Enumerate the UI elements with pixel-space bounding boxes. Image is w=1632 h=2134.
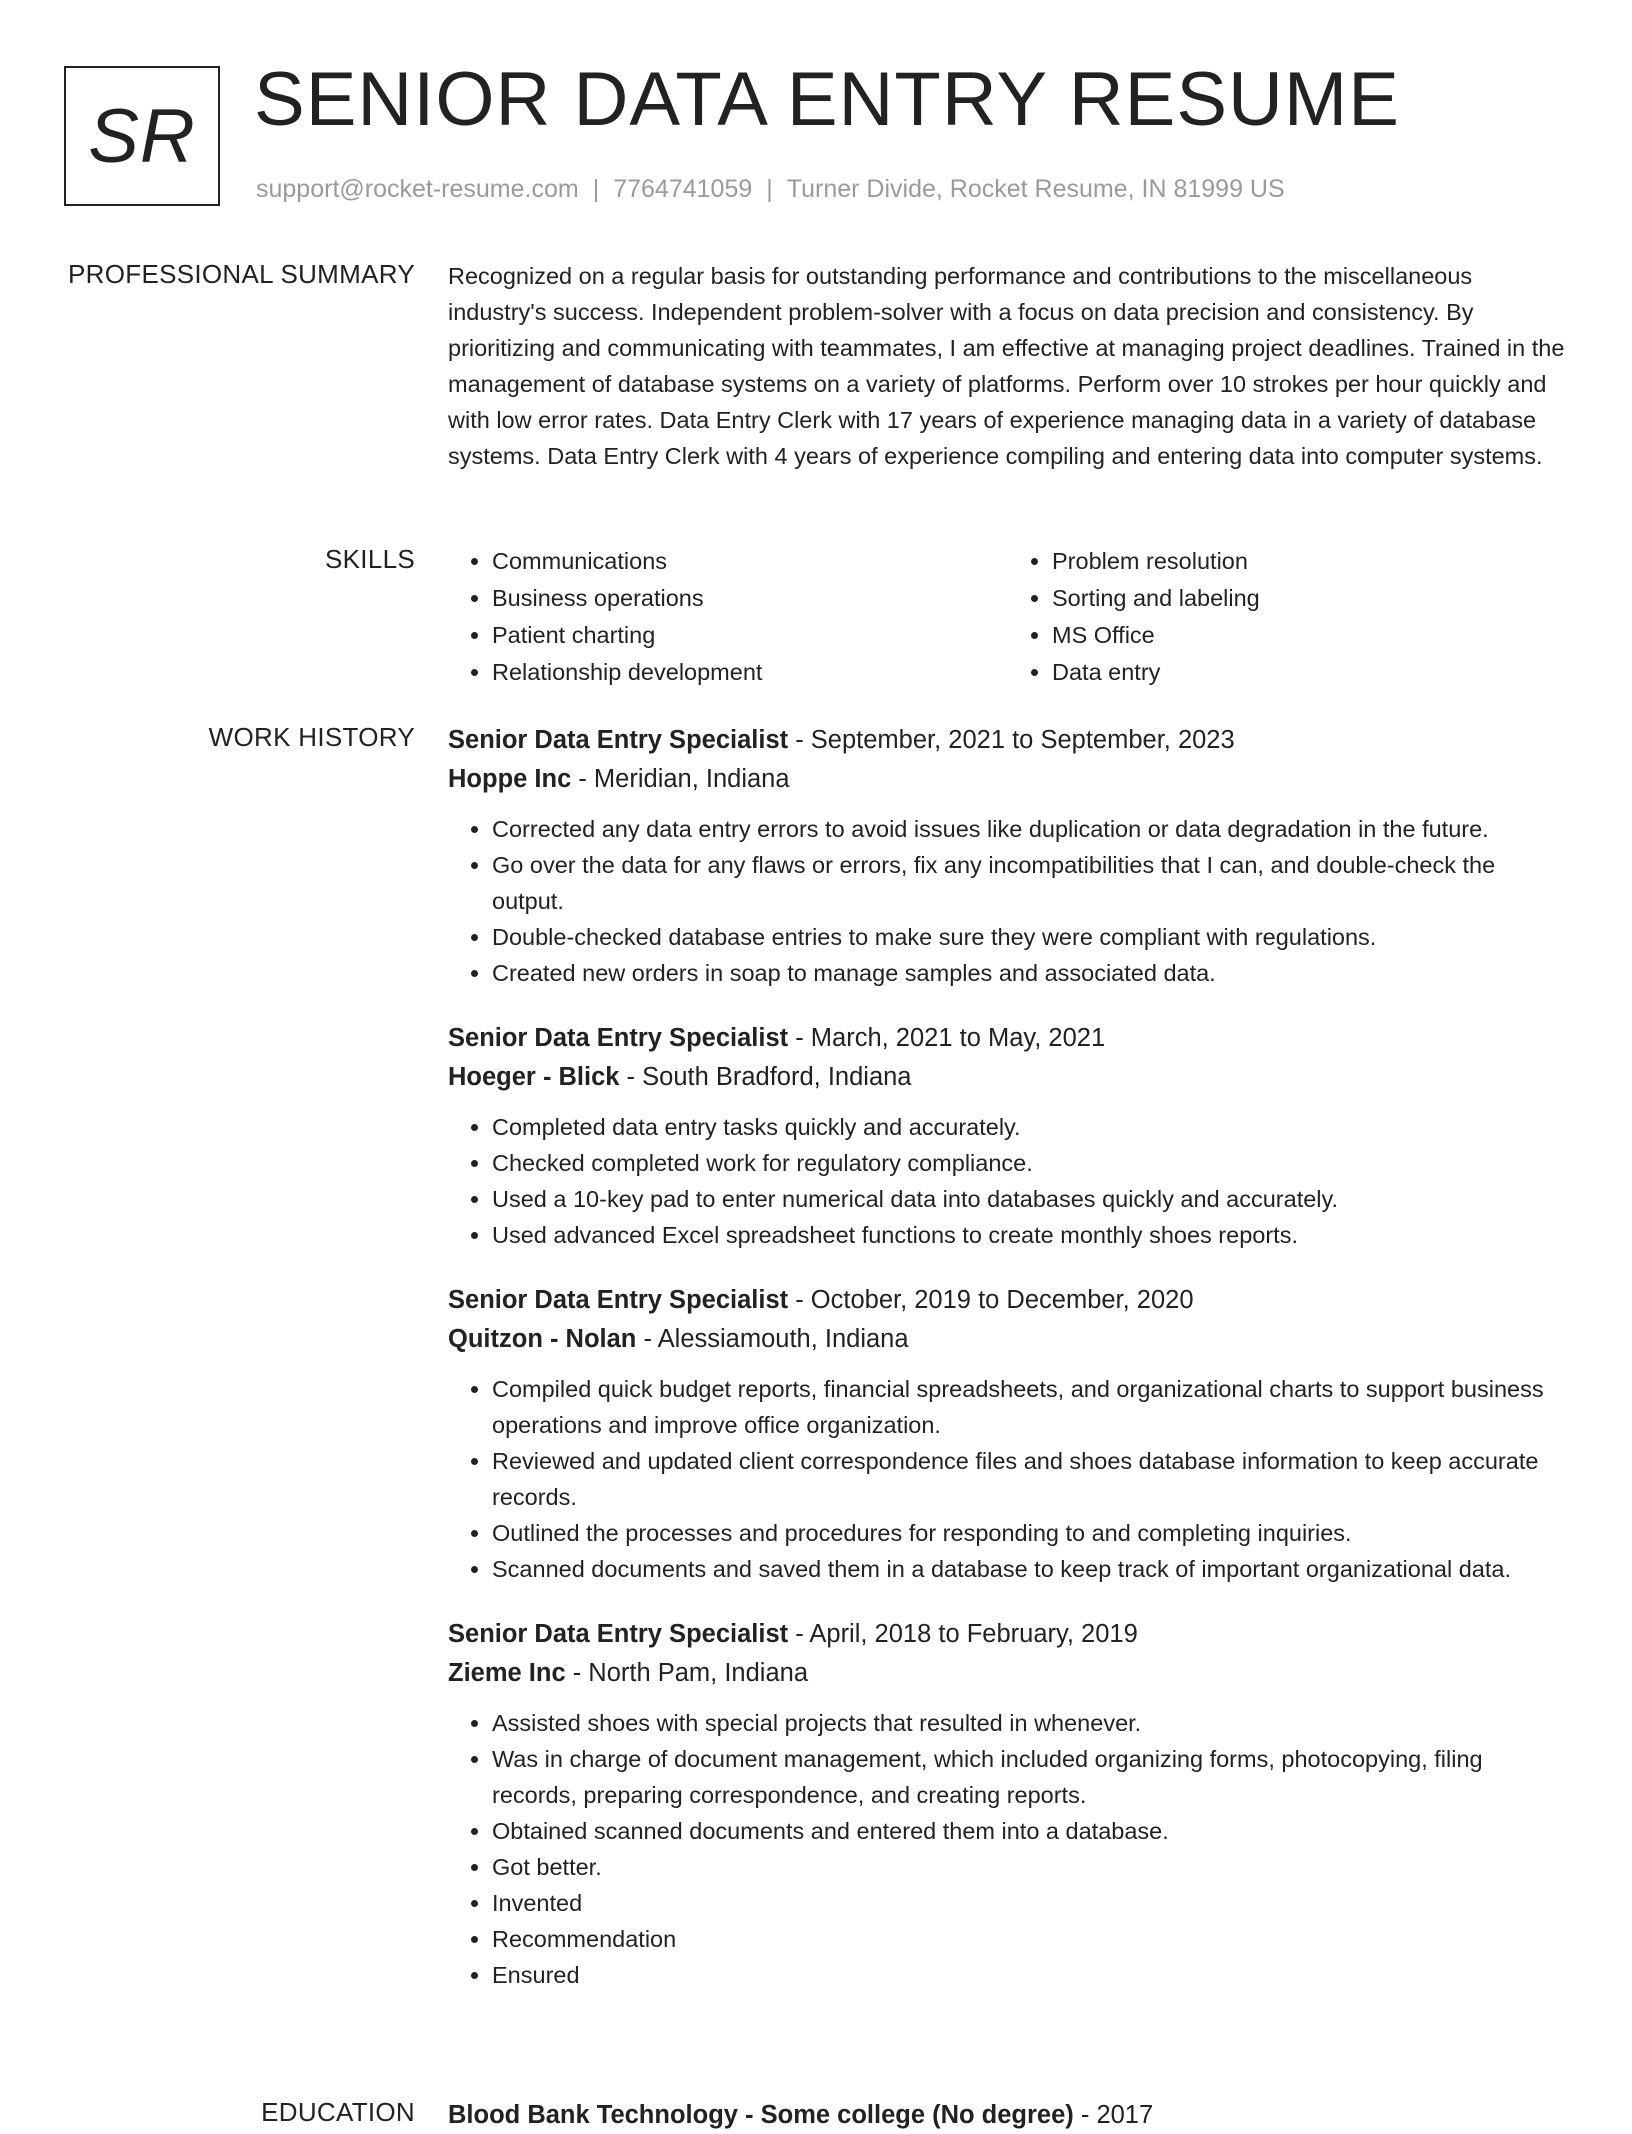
job-title-line [448, 721, 1568, 759]
job-entry [448, 1019, 1568, 1253]
job-bullet: • Used a 10-key pad to enter numerical data into databases quickly and accurately. [492, 1181, 1568, 1217]
job-employer: Zieme Inc [448, 1659, 566, 1687]
education-body [448, 2096, 1568, 2134]
skills-list-right [1008, 543, 1568, 691]
job-bullet: • Reviewed and updated client correspondence files and shoes database information to keep accurate records. [492, 1443, 1568, 1515]
job-bullet: • Was in charge of document management, which included organizing forms, photocopying, filing records, preparing correspondence, and creating reports. [492, 1741, 1568, 1813]
job-bullet: • Completed data entry tasks quickly and accurately. [492, 1109, 1568, 1145]
job-bullets [448, 1705, 1568, 1993]
work-history-body [448, 721, 1568, 2021]
skill-item: • Communications [492, 543, 1008, 580]
skill-item: • Data entry [1052, 654, 1568, 691]
job-bullets [448, 1371, 1568, 1587]
job-title-line [448, 1019, 1568, 1057]
section-label-summary: PROFESSIONAL SUMMARY [68, 259, 415, 289]
job-entry [448, 1281, 1568, 1587]
job-dates: - March, 2021 to May, 2021 [788, 1024, 1106, 1052]
skill-item: • Patient charting [492, 617, 1008, 654]
phone-text: 7764741059 [613, 175, 753, 203]
job-bullet: • Checked completed work for regulatory compliance. [492, 1145, 1568, 1181]
job-location: - South Bradford, Indiana [619, 1063, 912, 1091]
job-location: - North Pam, Indiana [565, 1659, 809, 1687]
skill-item: • Problem resolution [1052, 543, 1568, 580]
section-label-work-history: WORK HISTORY [208, 722, 415, 752]
job-bullet: • Scanned documents and saved them in a database to keep track of important organizational data. [492, 1551, 1568, 1587]
job-employer: Hoeger - Blick [448, 1063, 620, 1091]
job-entry [448, 721, 1568, 991]
skills-columns [448, 543, 1568, 691]
job-title-line [448, 1615, 1568, 1653]
job-title: Senior Data Entry Specialist [448, 726, 789, 754]
job-bullet: • Got better. [492, 1849, 1568, 1885]
contact-separator: | [592, 175, 600, 203]
contact-separator: | [766, 175, 773, 203]
summary-body [448, 258, 1568, 474]
job-title: Senior Data Entry Specialist [448, 1620, 789, 1648]
job-bullet: • Invented [492, 1885, 1568, 1921]
skill-item: • Sorting and labeling [1052, 580, 1568, 617]
job-employer-line [448, 1057, 1568, 1097]
job-bullet: • Double-checked database entries to make sure they were compliant with regulations. [492, 919, 1568, 955]
job-location: - Alessiamouth, Indiana [636, 1325, 909, 1353]
job-dates: - October, 2019 to December, 2020 [788, 1286, 1194, 1314]
job-bullets [448, 1109, 1568, 1253]
education-degree: Blood Bank Technology - Some college (No degree) [448, 2101, 1074, 2129]
skills-body [448, 543, 1568, 691]
skills-list-left [448, 543, 1008, 691]
job-employer-line [448, 1319, 1568, 1359]
education-year: - 2017 [1073, 2101, 1154, 2129]
section-label-education: EDUCATION [261, 2097, 415, 2127]
summary-text: Recognized on a regular basis for outstanding performance and contributions to the miscellaneous industry's success. Independent problem-solver with a focus on data precision and consistency. By prioritizing and communicating with teammates, I am effective at managing project deadlines. Trained in the management of database systems on a variety of platforms. Perform over 10 strokes per hour quickly and with low error rates. Data Entry Clerk with 17 years of experience managing data in a variety of database systems. Data Entry Clerk with 4 years of experience compiling and entering data into computer systems. [448, 263, 1565, 469]
job-title: Senior Data Entry Specialist [448, 1024, 789, 1052]
page-title: SENIOR DATA ENTRY RESUME [254, 57, 1400, 142]
job-bullet: • Obtained scanned documents and entered them into a database. [492, 1813, 1568, 1849]
contact-line [256, 175, 1285, 204]
job-dates: - September, 2021 to September, 2023 [788, 726, 1235, 754]
job-bullets [448, 811, 1568, 991]
section-label-skills: SKILLS [325, 544, 415, 574]
job-bullet: • Recommendation [492, 1921, 1568, 1957]
job-employer-line [448, 759, 1568, 799]
job-entry [448, 1615, 1568, 1993]
job-bullet: • Go over the data for any flaws or errors, fix any incompatibilities that I can, and double-check the output. [492, 847, 1568, 919]
job-bullet: • Corrected any data entry errors to avoid issues like duplication or data degradation in the future. [492, 811, 1568, 847]
job-employer: Quitzon - Nolan [448, 1325, 637, 1353]
job-dates: - April, 2018 to February, 2019 [788, 1620, 1138, 1648]
email-text: support@rocket-resume.com [256, 175, 579, 203]
job-bullet: • Created new orders in soap to manage samples and associated data. [492, 955, 1568, 991]
job-employer: Hoppe Inc [448, 765, 572, 793]
education-line [448, 2096, 1568, 2134]
job-title: Senior Data Entry Specialist [448, 1286, 789, 1314]
job-bullet: • Assisted shoes with special projects that resulted in whenever. [492, 1705, 1568, 1741]
address-text: Turner Divide, Rocket Resume, IN 81999 US [786, 175, 1285, 203]
skill-item: • Business operations [492, 580, 1008, 617]
job-bullet: • Compiled quick budget reports, financial spreadsheets, and organizational charts to support business operations and improve office organization. [492, 1371, 1568, 1443]
job-bullet: • Outlined the processes and procedures for responding to and completing inquiries. [492, 1515, 1568, 1551]
job-employer-line [448, 1653, 1568, 1693]
job-bullet: • Ensured [492, 1957, 1568, 1993]
job-title-line [448, 1281, 1568, 1319]
monogram-logo: SR [64, 66, 220, 206]
job-location: - Meridian, Indiana [571, 765, 790, 793]
skill-item: • Relationship development [492, 654, 1008, 691]
skill-item: • MS Office [1052, 617, 1568, 654]
job-bullet: • Used advanced Excel spreadsheet functions to create monthly shoes reports. [492, 1217, 1568, 1253]
